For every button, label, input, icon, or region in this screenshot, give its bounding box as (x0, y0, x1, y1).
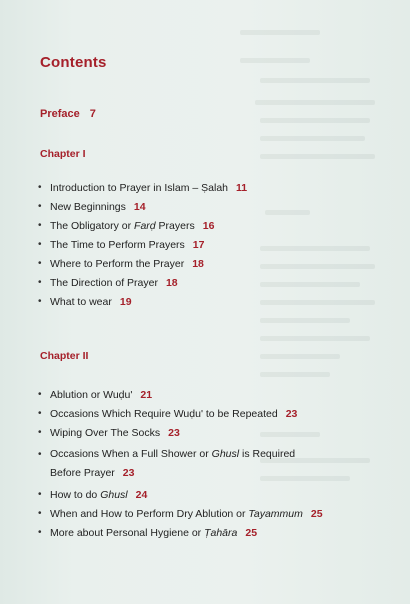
contents-heading: Contents (40, 54, 107, 71)
bullet-icon: • (38, 489, 42, 500)
toc-entry (38, 445, 398, 483)
entry-title-cont: is Required (239, 448, 296, 460)
entry-title: More about Personal Hygiene or (50, 527, 205, 539)
entry-title-italic: Ṭahāra (204, 527, 238, 539)
toc-entry (38, 388, 398, 402)
entry-title: Wiping Over The Socks (50, 427, 161, 439)
bullet-icon: • (38, 427, 42, 438)
show-through-line (240, 58, 310, 63)
show-through-line (255, 100, 375, 105)
preface-label: Preface (40, 108, 80, 120)
bullet-icon: • (38, 277, 42, 288)
show-through-line (240, 30, 320, 35)
toc-entry (38, 238, 398, 252)
bullet-icon: • (38, 296, 42, 307)
toc-entry (38, 407, 398, 421)
entry-title-cont: Prayers (155, 220, 195, 232)
chapter-1-entries (38, 181, 398, 314)
entry-page-number: 23 (168, 427, 180, 439)
toc-entry (38, 488, 398, 502)
entry-title-italic: Ghusl (211, 448, 240, 460)
entry-title: Introduction to Prayer in Islam – Ṣalah (50, 182, 229, 194)
entry-page-number: 11 (236, 182, 248, 194)
bullet-icon: • (38, 449, 42, 460)
toc-entry (38, 526, 398, 540)
entry-title: How to do (50, 489, 101, 501)
preface-entry (40, 108, 96, 120)
show-through-line (260, 118, 370, 123)
entry-page-number: 25 (310, 508, 323, 520)
entry-title: Ablution or Wuḍu' (50, 389, 133, 401)
entry-title-italic: Tayammum (248, 508, 303, 520)
bullet-icon: • (38, 389, 42, 400)
entry-title: When and How to Perform Dry Ablution or (50, 508, 249, 520)
entry-page-number: 23 (122, 467, 135, 479)
entry-page-number: 19 (119, 296, 132, 308)
toc-entry (38, 507, 398, 521)
toc-entry (38, 426, 398, 440)
bullet-icon: • (38, 258, 42, 269)
entry-title: Occasions Which Require Wuḍu' to be Repeated (50, 408, 278, 420)
bullet-icon: • (38, 182, 42, 193)
entry-page-number: 24 (135, 489, 148, 501)
entry-title-line2: Before Prayer (50, 467, 115, 479)
show-through-line (260, 154, 375, 159)
toc-entry (38, 219, 398, 233)
bullet-icon: • (38, 239, 42, 250)
entry-page-number: 25 (245, 527, 258, 539)
entry-title-italic: Ghusl (100, 489, 128, 501)
entry-title: The Direction of Prayer (50, 277, 158, 289)
entry-page-number: 18 (165, 277, 178, 289)
show-through-line (260, 372, 330, 377)
bullet-icon: • (38, 408, 42, 419)
toc-entry (38, 257, 398, 271)
entry-page-number: 14 (133, 201, 146, 213)
entry-title: What to wear (50, 296, 112, 308)
entry-page-number: 23 (285, 408, 298, 420)
bullet-icon: • (38, 201, 42, 212)
entry-title-italic: Farḍ (134, 220, 156, 232)
toc-entry (38, 181, 398, 195)
entry-page-number: 17 (192, 239, 205, 251)
show-through-line (260, 78, 370, 83)
bullet-icon: • (38, 508, 42, 519)
preface-page: 7 (89, 108, 96, 120)
show-through-line (260, 136, 365, 141)
bullet-icon: • (38, 220, 42, 231)
show-through-line (260, 336, 370, 341)
entry-page-number: 21 (140, 389, 153, 401)
entry-page-number: 18 (192, 258, 204, 270)
entry-title: New Beginnings (50, 201, 126, 213)
toc-entry (38, 200, 398, 214)
toc-entry (38, 295, 398, 309)
chapter-2-entries (38, 388, 398, 545)
entry-page-number: 16 (202, 220, 215, 232)
show-through-line (260, 354, 340, 359)
entry-title: The Time to Perform Prayers (50, 239, 185, 251)
chapter-1-title: Chapter I (40, 148, 86, 160)
entry-title: The Obligatory or (50, 220, 135, 232)
bullet-icon: • (38, 527, 42, 538)
show-through-line (260, 318, 350, 323)
chapter-2-title: Chapter II (40, 350, 89, 362)
entry-title: Occasions When a Full Shower or (50, 448, 212, 460)
entry-title: Where to Perform the Prayer (50, 258, 185, 270)
toc-entry (38, 276, 398, 290)
